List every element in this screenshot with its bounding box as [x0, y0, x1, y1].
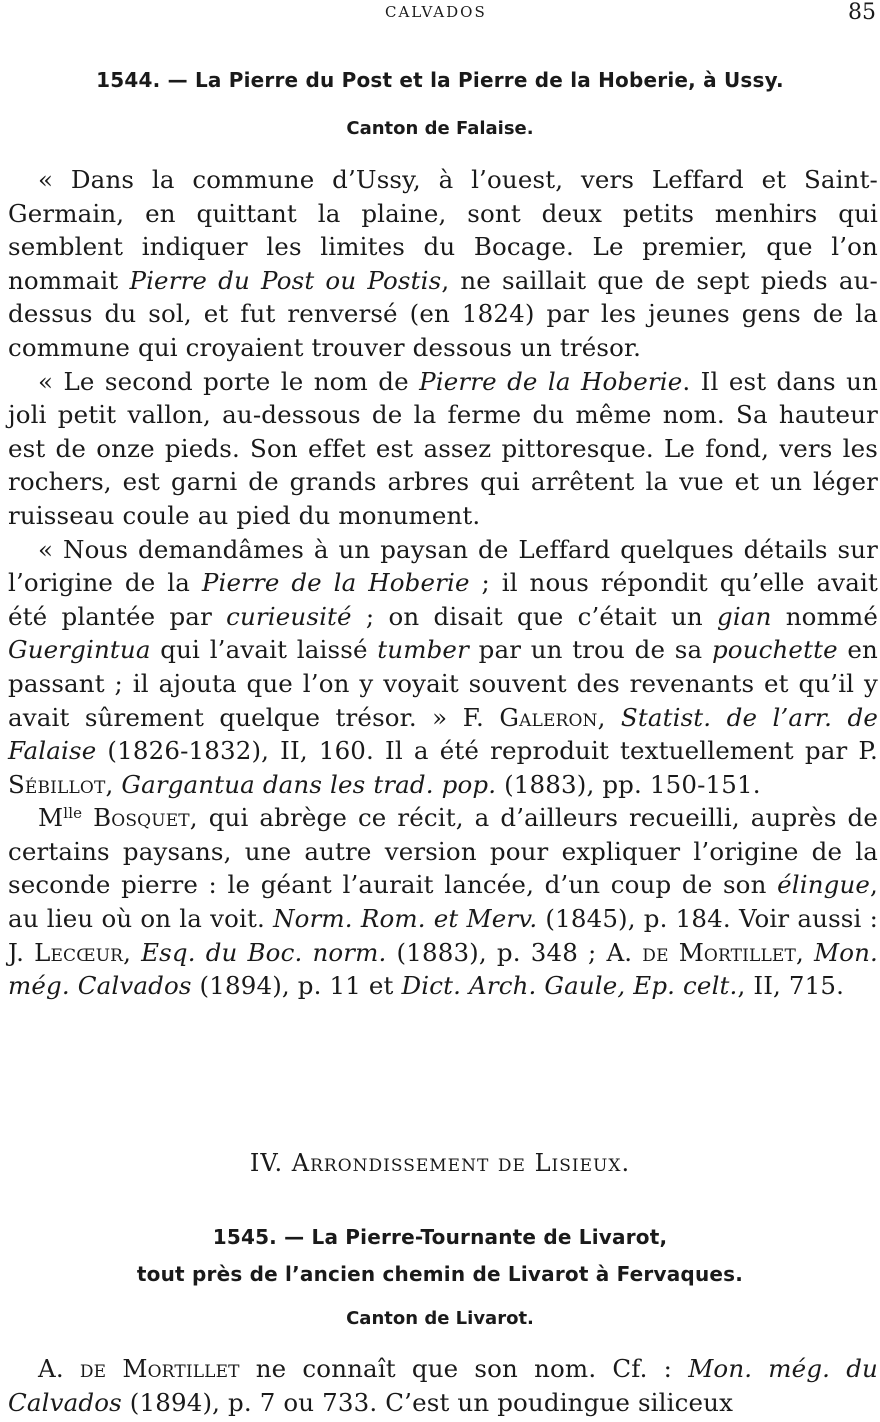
entry-1544-heading: 1544. — La Pierre du Post et la Pierre de la Hoberie, à Ussy. — [96, 68, 784, 92]
entry-1545-canton: Canton de Livarot. — [346, 1308, 534, 1329]
page-number: 85 — [848, 0, 876, 25]
running-head — [0, 0, 880, 25]
paragraph-2: « Le second porte le nom de Pierre de la Hoberie. Il est dans un joli petit vallon, au-dessous de la ferme du même nom. Sa hauteur est de onze pieds. Son effet est assez pittoresque. Le fond, vers les rochers, est garni de grands arbres qui arrêtent la vue et un léger ruisseau coule au pied du monument. — [8, 366, 878, 530]
paragraph-1: « Dans la commune d’Ussy, à l’ouest, vers Leffard et Saint-Germain, en quittant la plaine, sont deux petits menhirs qui semblent indiquer les limites du Bocage. Le premier, que l’on nommait Pierre du Post ou Postis, ne saillait que de sept pieds au-dessus du sol, et fut renversé (en 1824) par les jeunes gens de la commune qui croyaient trouver dessous un trésor. — [8, 165, 878, 362]
section-title: IV. Arrondissement de Lisieux. — [249, 1149, 631, 1177]
entry-1544-canton: Canton de Falaise. — [346, 118, 534, 139]
paragraph-3: « Nous demandâmes à un paysan de Leffard quelques détails sur l’origine de la Pierre de la Hoberie ; il nous répondit qu’elle avait été plantée par curieusité ; on disait que c’était un gian nommé Guergintua qui l’avait laissé tumber par un trou de sa pouchette en passant ; il ajouta que l’on y voyait souvent des revenants et qu’il y avait sûrement quelque trésor. » F. Galeron, Statist. de l’arr. de Falaise (1826-1832), II, 160. Il a été reproduit textuellement par P. Sébillot, Gargantua dans les trad. pop. (1883), pp. 150-151. — [8, 534, 878, 799]
entry-1544-body — [8, 163, 878, 1003]
paragraph-1545-1: A. de Mortillet ne connaît que son nom. Cf. : Mon. még. du Calvados (1894), p. 7 ou 733. C’est un poudingue siliceux — [8, 1354, 878, 1417]
entry-1545-body — [8, 1352, 878, 1419]
paragraph-4: $M^{lle}$ Bosquet, qui abrège ce récit, a d’ailleurs recueilli, auprès de certains paysans, une autre version pour expliquer l’origine de la seconde pierre : le géant l’aurait lancée, d’un coup de son élingue, au lieu où on la voit. Norm. Rom. et Merv. (1845), p. 184. Voir aussi : J. Lecœur, Esq. du Boc. norm. (1883), p. 348 ; A. de Mortillet, Mon. még. Calvados (1894), p. 11 et Dict. Arch. Gaule, Ep. celt., II, 715. — [8, 803, 879, 1001]
entry-1545-heading-line2: tout près de l’ancien chemin de Livarot à Fervaques. — [136, 1262, 744, 1286]
entry-1545-heading-line1: 1545. — La Pierre-Tournante de Livarot, — [212, 1225, 668, 1249]
running-head-title: CALVADOS — [385, 3, 487, 21]
